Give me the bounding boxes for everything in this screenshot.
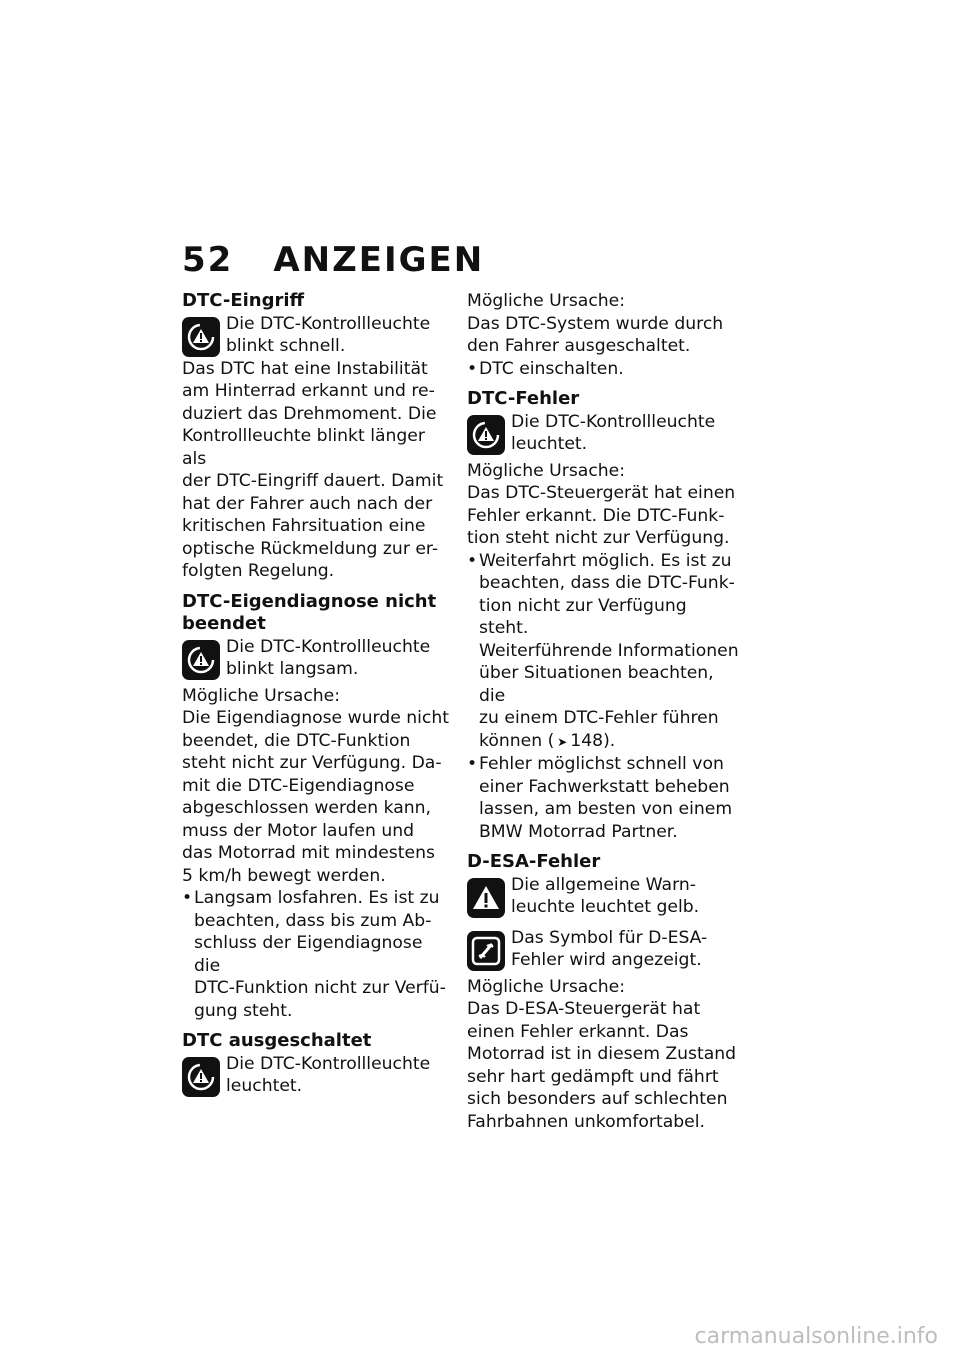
- text-line: muss der Motor laufen und: [182, 820, 415, 841]
- text-line: tion steht nicht zur Verfügung.: [467, 528, 730, 548]
- text-line: gung steht.: [194, 1000, 293, 1021]
- indicator-text: blinkt langsam.: [226, 659, 359, 679]
- text-line: Fahrbahnen unkomfortabel.: [467, 1111, 705, 1132]
- text-line: kritischen Fahrsituation eine: [182, 516, 426, 536]
- left-column: [182, 290, 454, 1098]
- indicator-text: leuchtet.: [226, 1076, 303, 1096]
- text-line: Das DTC-System wurde durch: [467, 313, 724, 334]
- bullet-list: [467, 358, 739, 381]
- indicator-text: leuchte leuchtet gelb.: [511, 897, 700, 917]
- general-warning-icon: [467, 878, 505, 918]
- text-line: den Fahrer ausgeschaltet.: [467, 336, 691, 356]
- indicator-row-dtc-fast: [182, 313, 454, 358]
- text-line: lassen, am besten von einem: [479, 799, 733, 819]
- bullet-item: [182, 887, 454, 1022]
- text-line: • Fehler möglichst schnell von: [479, 754, 724, 774]
- text-line: sich besonders auf schlechten: [467, 1089, 728, 1109]
- page-reference-arrow-icon: ➤: [557, 734, 568, 749]
- section-title-dtc-fehler: DTC-Fehler: [467, 388, 580, 409]
- text-line: beendet, die DTC-Funktion: [182, 730, 411, 751]
- indicator-text: Fehler wird angezeigt.: [511, 950, 702, 970]
- indicator-text: Die allgemeine Warn-: [511, 874, 696, 895]
- dtc-indicator-icon: [182, 317, 220, 357]
- dtc-indicator-icon: [182, 640, 220, 680]
- page-number: 52: [182, 240, 234, 280]
- bullet-item: • DTC einschalten.: [467, 358, 739, 381]
- text-line: BMW Motorrad Partner.: [479, 821, 678, 842]
- text-line: Motorrad ist in diesem Zustand: [467, 1044, 737, 1064]
- section-title-dtc-eingriff: DTC-Eingriff: [182, 290, 305, 311]
- text-line: beachten, dass bis zum Ab-: [194, 910, 432, 931]
- text-line: [479, 730, 739, 754]
- section-title-desa-fehler: D-ESA-Fehler: [467, 851, 601, 872]
- bullet-item: [467, 550, 739, 754]
- text-line: Fehler erkannt. Die DTC-Funk-: [467, 505, 725, 526]
- text-line: steht nicht zur Verfügung. Da-: [182, 753, 442, 773]
- bullet-list: [467, 550, 739, 844]
- text-line: hat der Fahrer auch nach der: [182, 493, 433, 514]
- bullet-list: [182, 887, 454, 1022]
- text-line: folgten Regelung.: [182, 561, 335, 581]
- indicator-row-dtc-slow: [182, 636, 454, 681]
- text-line: tion nicht zur Verfügung steht.: [479, 595, 687, 638]
- text-line: Weiterführende Informationen: [479, 640, 739, 661]
- indicator-text: Die DTC-Kontrollleuchte: [226, 636, 431, 657]
- text-line: das Motorrad mit mindestens: [182, 843, 435, 863]
- cause-label: Mögliche Ursache:: [182, 685, 341, 706]
- text-line: der DTC-Eingriff dauert. Damit: [182, 471, 444, 491]
- text-line: Kontrollleuchte blinkt länger als: [182, 426, 425, 469]
- cause-label: Mögliche Ursache:: [467, 976, 626, 997]
- indicator-row-general-warning: [467, 874, 739, 919]
- text-fragment: können (: [479, 730, 555, 751]
- desa-fault-icon: [467, 931, 505, 971]
- cause-label: Mögliche Ursache:: [467, 291, 626, 311]
- dtc-indicator-icon: [182, 1057, 220, 1097]
- indicator-text: Die DTC-Kontrollleuchte: [226, 313, 431, 334]
- section-title-eigendiagnose: DTC-Eigendiagnose nicht: [182, 590, 437, 612]
- dtc-indicator-icon: [467, 415, 505, 455]
- indicator-row-dtc-off: [182, 1053, 454, 1098]
- text-line: DTC-Funktion nicht zur Verfü-: [194, 978, 446, 998]
- text-line: zu einem DTC-Fehler führen: [479, 708, 719, 728]
- paragraph: [182, 358, 454, 583]
- text-line: duziert das Drehmoment. Die: [182, 403, 437, 424]
- indicator-text: Die DTC-Kontrollleuchte: [511, 411, 716, 432]
- text-line: Das D-ESA-Steuergerät hat: [467, 999, 701, 1019]
- text-line: einen Fehler erkannt. Das: [467, 1021, 689, 1042]
- text-line: 5 km/h bewegt werden.: [182, 865, 386, 886]
- text-line: über Situationen beachten, die: [479, 663, 714, 706]
- text-line: mit die DTC-Eigendiagnose: [182, 775, 415, 796]
- text-line: schluss der Eigendiagnose die: [194, 933, 423, 976]
- indicator-text: Die DTC-Kontrollleuchte: [226, 1053, 431, 1074]
- indicator-text: Das Symbol für D-ESA-: [511, 927, 708, 948]
- cause-label: Mögliche Ursache:: [467, 460, 626, 481]
- page-header: [182, 240, 484, 280]
- indicator-text: leuchtet.: [511, 434, 588, 454]
- text-line: • Weiterfahrt möglich. Es ist zu: [479, 550, 732, 571]
- section-title-eigendiagnose: beendet: [182, 613, 266, 634]
- indicator-row-desa: [467, 927, 739, 972]
- text-line: am Hinterrad erkannt und re-: [182, 381, 435, 401]
- text-line: einer Fachwerkstatt beheben: [479, 776, 730, 797]
- page-title: ANZEIGEN: [273, 240, 485, 280]
- indicator-row-dtc-error: [467, 411, 739, 456]
- text-line: beachten, dass die DTC-Funk-: [479, 573, 735, 593]
- text-line: abgeschlossen werden kann,: [182, 798, 432, 818]
- text-line: sehr hart gedämpft und fährt: [467, 1066, 719, 1087]
- indicator-text: blinkt schnell.: [226, 336, 346, 356]
- text-line: • Langsam losfahren. Es ist zu: [194, 888, 440, 908]
- page-reference[interactable]: 148).: [570, 730, 616, 751]
- right-column: [467, 290, 739, 1133]
- bullet-item: [467, 753, 739, 843]
- text-line: Das DTC hat eine Instabilität: [182, 358, 428, 379]
- section-title-dtc-ausgeschaltet: DTC ausgeschaltet: [182, 1030, 372, 1051]
- text-line: optische Rückmeldung zur er-: [182, 538, 439, 559]
- text-line: Das DTC-Steuergerät hat einen: [467, 483, 736, 503]
- text-line: Die Eigendiagnose wurde nicht: [182, 708, 450, 728]
- watermark: carmanualsonline.info: [694, 1324, 938, 1349]
- paragraph: [182, 707, 454, 887]
